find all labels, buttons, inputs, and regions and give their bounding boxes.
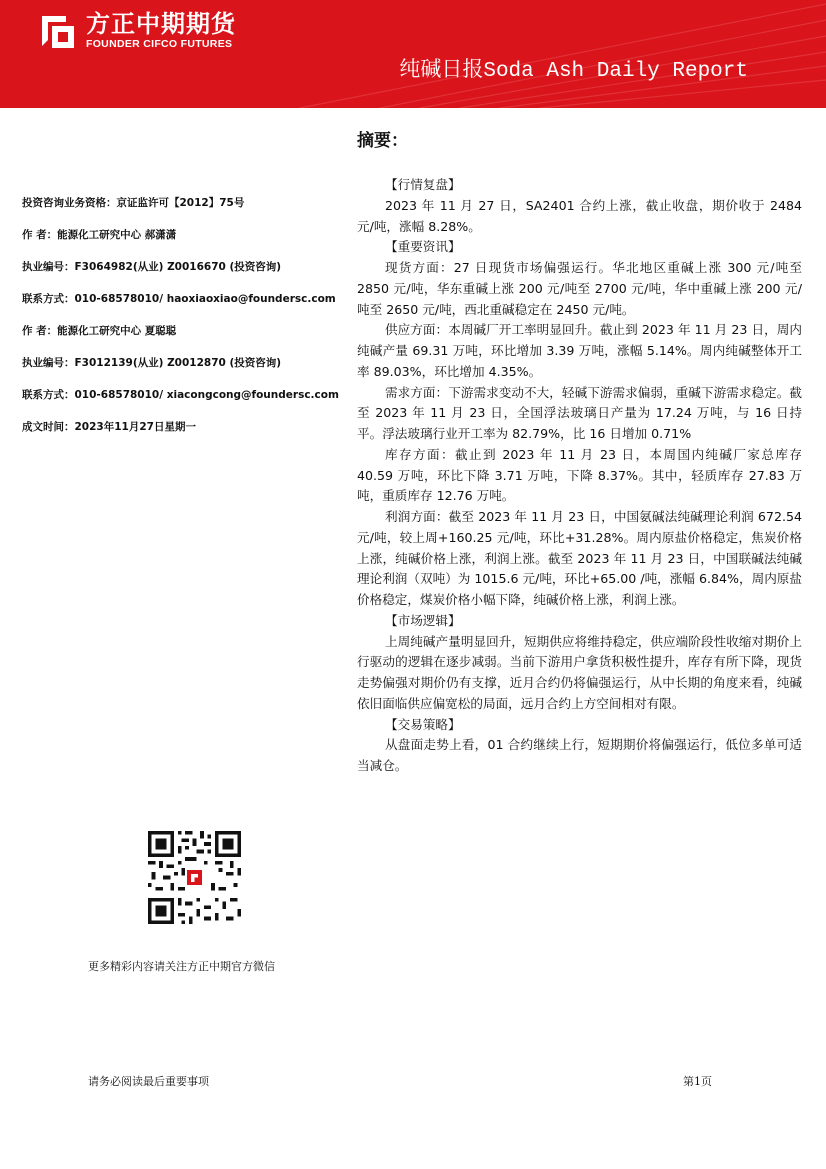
report-header [0,0,826,108]
contact-line-2: 联系方式：010-68578010/ xiacongcong@foundersc.com [22,389,339,401]
date-line: 成文时间：2023年11月27日星期一 [22,421,196,433]
author-line-2: 作 者：能源化工研究中心 夏聪聪 [22,325,177,337]
brand-name-cn: 方正中期期货 [86,10,236,38]
license-line-2: 执业编号：F3012139(从业) Z0012870 (投资咨询) [22,357,282,369]
paragraph-market-logic: 上周纯碱产量明显回升，短期供应将维持稳定，供应端阶段性收缩对期价上行驱动的逻辑在逐步减弱。当前下游用户拿货积极性提升，库存有所下降，现货走势偏强对期价仍有支撑，近月合约仍将偏强运行，从中长期的角度来看，纯碱依旧面临供应偏宽松的局面，远月合约上方空间相对有限。 [357,633,802,711]
qualification-line: 投资咨询业务资格：京证监许可【2012】75号 [22,197,245,209]
paragraph-supply: 供应方面：本周碱厂开工率明显回升。截止到 2023 年 11 月 23 日，周内纯碱产量 69.31 万吨，环比增加 3.39 万吨，涨幅 5.14%。周内纯碱整体开工率 89.03%，环比增加 4.35%。 [357,322,802,379]
section-heading-market-review: 【行情复盘】 [385,177,461,192]
paragraph-profit: 利润方面：截至 2023 年 11 月 23 日，中国氨碱法纯碱理论利润 672.54 元/吨，较上周+160.25 元/吨，环比+31.28%。周内原盐价格稳定，焦炭价格上涨，纯碱价格上涨，利润上涨。截至 2023 年 11 月 23 日，中国联碱法纯碱理论利润（双吨）为 1015.6 元/吨，环比+65.00 /吨，涨幅 6.84%，周内原盐价格稳定，煤炭价格小幅下降，纯碱价格上涨，利润上涨。 [357,509,802,607]
author-line-1: 作 者：能源化工研究中心 郝潇潇 [22,229,177,241]
license-line-1: 执业编号：F3064982(从业) Z0016670 (投资咨询) [22,261,282,273]
qr-code-icon [148,831,241,924]
abstract-content [357,175,802,777]
report-title-cn: 纯碱日报 [399,57,484,81]
section-heading-market-logic: 【市场逻辑】 [385,612,461,628]
report-title [399,56,748,85]
paragraph-spot: 现货方面：27 日现货市场偏强运行。华北地区重碱上涨 300 元/吨至 2850 元/吨，华东重碱上涨 200 元/吨至 2700 元/吨，华中重碱上涨 200 元/吨至 2650 元/吨，西北重碱稳定在 2450 元/吨。 [357,260,802,317]
report-title-en: Soda Ash Daily Report [483,60,748,83]
brand-logo [36,10,236,50]
brand-name-en: FOUNDER CIFCO FUTURES [86,38,233,50]
abstract-title: 摘要： [357,131,408,151]
disclaimer-note: 请务必阅读最后重要事项 [88,1075,209,1088]
qr-caption: 更多精彩内容请关注方正中期官方微信 [88,960,275,973]
paragraph-trading-strategy: 从盘面走势上看，01 合约继续上行，短期期价将偏强运行，低位多单可适当减仓。 [357,737,802,773]
author-info [22,196,352,452]
contact-line-1: 联系方式：010-68578010/ haoxiaoxiao@foundersc.com [22,293,336,305]
paragraph-demand: 需求方面：下游需求变动不大，轻碱下游需求偏弱，重碱下游需求稳定。截至 2023 年 11 月 23 日，全国浮法玻璃日产量为 17.24 万吨，与 16 日持平。浮法玻璃行业开工率为 82.79%，比 16 日增加 0.71% [357,384,802,441]
paragraph-inventory: 库存方面：截止到 2023 年 11 月 23 日，本周国内纯碱厂家总库存 40.59 万吨，环比下降 3.71 万吨，下降 8.37%。其中，轻质库存 27.83 万吨，重质库存 12.76 万吨。 [357,446,802,504]
section-heading-key-news: 【重要资讯】 [385,239,461,255]
page-number: 第1页 [683,1075,712,1088]
section-heading-trading-strategy: 【交易策略】 [385,716,461,732]
founder-logo-icon [36,10,80,50]
paragraph-market-review: 2023 年 11 月 27 日，SA2401 合约上涨，截止收盘，期价收于 2484 元/吨，涨幅 8.28%。 [357,197,802,234]
